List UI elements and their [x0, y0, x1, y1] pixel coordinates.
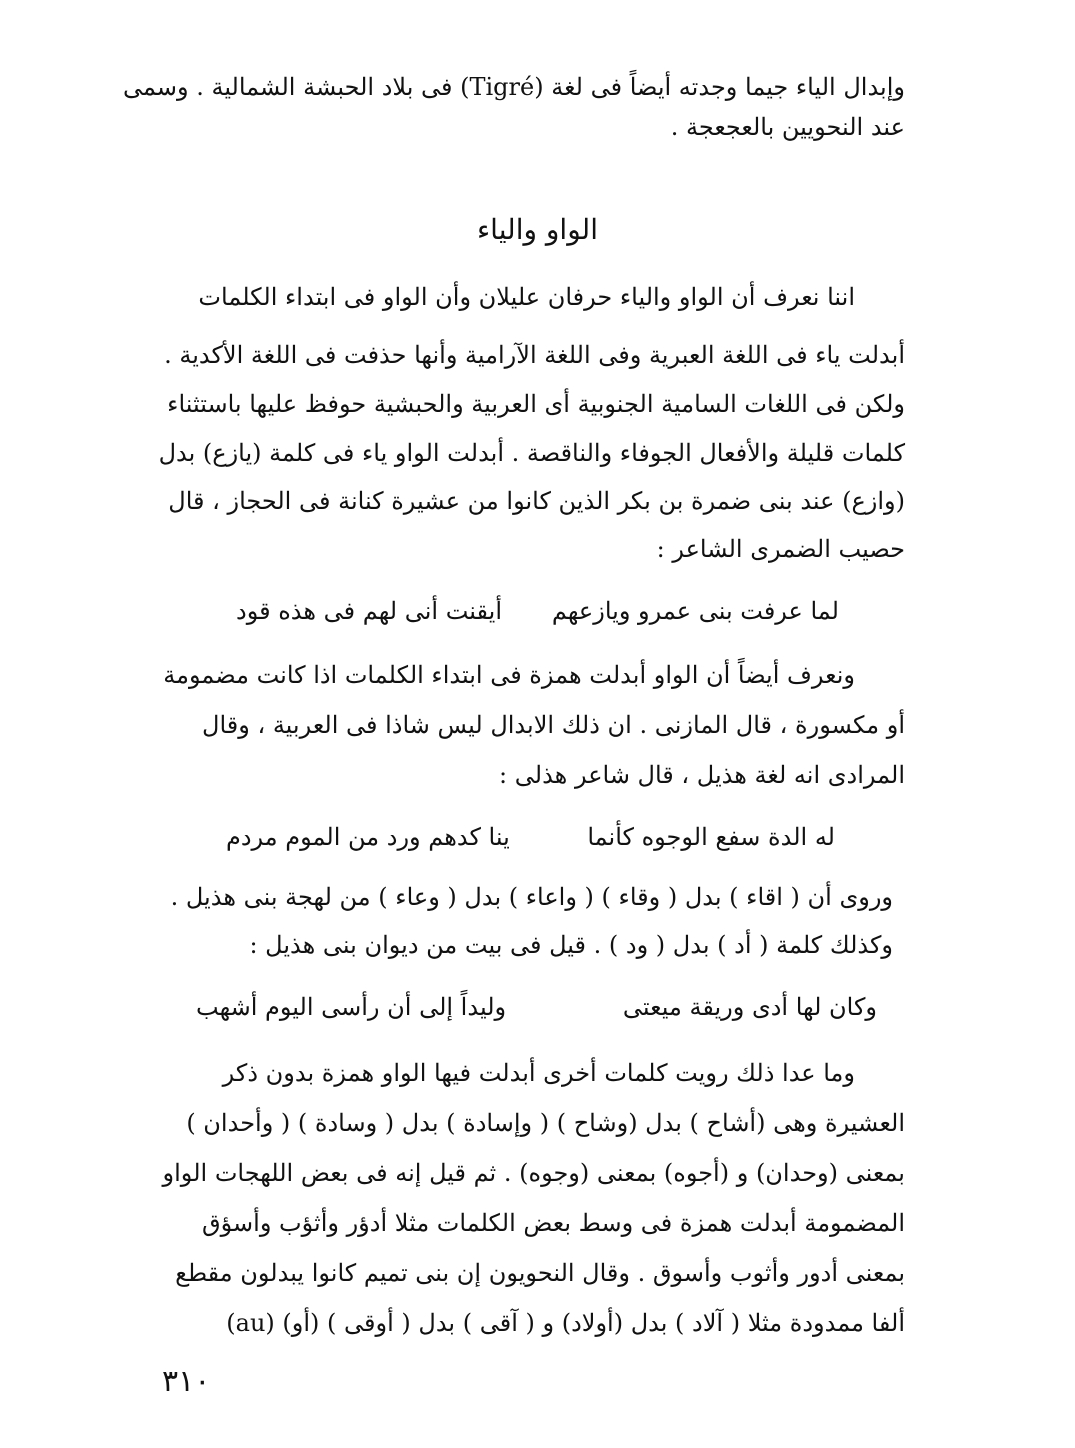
para2-line-2: أو مكسورة ، قال المازنى . ان ذلك الابدال ليس شاذا فى العربية ، وقال [202, 711, 905, 739]
para1-line-6: حصيب الضمرى الشاعر : [656, 535, 905, 563]
para1-line-4: كلمات قليلة والأفعال الجوفاء والناقصة . أبدلت الواو ياء فى كلمة (يازع) بدل [158, 439, 905, 467]
verse1-first-hemistich: لما عرفت بنى عمرو ويازعهم [551, 597, 839, 625]
para1-line-5: (وازع) عند بنى ضمرة بن بكر الذين كانوا من عشيرة كنانة فى الحجاز ، قال [168, 487, 905, 515]
para4-line-4: المضمومة أبدلت همزة فى وسط بعض الكلمات مثلا أدؤر وأثؤب وأسؤق [202, 1209, 905, 1237]
section-title: الواو والياء [477, 213, 598, 246]
para1-line-1: اننا نعرف أن الواو والياء حرفان عليلان وأن الواو فى ابتداء الكلمات [198, 283, 855, 311]
verse2-second-hemistich: ينا كدهم ورد من الموم مردم [226, 823, 510, 851]
para4-line-2: العشيرة وهى (أشاح ) بدل (وشاح ) ( وإسادة ) بدل ( وسادة ) ( وأحدان ) [186, 1109, 905, 1137]
verse1-second-hemistich: أيقنت أنى لهم فى هذه قود [236, 597, 503, 625]
verse2-first-hemistich: له الدة سفع الوجوه كأنما [587, 823, 835, 851]
verse3-second-hemistich: وليداً إلى أن رأسى اليوم أشهب [196, 993, 507, 1021]
para4-line-5: بمعنى أدور وأثوب وأسوق . وقال النحويون إن بنى تميم كانوا يبدلون مقطع [175, 1259, 905, 1287]
para4-line-3: بمعنى (وحدان) و (أجوه) بمعنى (وجوه) . ثم قيل إنه فى بعض اللهجات الواو [162, 1159, 905, 1187]
para4-line-6: (au) (أو) ألفا ممدودة مثلا ( آلاد ) بدل (أولاد) و ( آقى ) بدل ( أوقى ) [226, 1309, 905, 1337]
intro-line-1: وإبدال الياء جيما وجدته أيضاً فى لغة (Tigré) فى بلاد الحبشة الشمالية . وسمى [122, 73, 905, 101]
para4-line-1: وما عدا ذلك رويت كلمات أخرى أبدلت فيها الواو همزة بدون ذكر [222, 1059, 855, 1087]
para1-line-2: أبدلت ياء فى اللغة العبرية وفى اللغة الآرامية وأنها حذفت فى اللغة الأكدية . [164, 341, 905, 369]
page-number: ٣١٠ [162, 1364, 211, 1399]
para2-line-3: المرادى انه لغة هذيل ، قال شاعر هذلى : [499, 761, 905, 789]
verse3-first-hemistich: وكان لها أدى وريقة ميعتى [622, 993, 877, 1021]
para3-line-2: وكذلك كلمة ( أد ) بدل ( ود ) . قيل فى بيت من ديوان بنى هذيل : [249, 931, 893, 959]
para2-line-1: ونعرف أيضاً أن الواو أبدلت همزة فى ابتداء الكلمات اذا كانت مضمومة [163, 661, 855, 689]
para3-line-1: وروى أن ( اقاء ) بدل ( وقاء ) ( واعاء ) بدل ( وعاء ) من لهجة بنى هذيل . [170, 883, 893, 911]
para1-line-3: ولكن فى اللغات السامية الجنوبية أى العربية والحبشية حوفظ عليها باستثناء [167, 390, 905, 418]
intro-line-2: عند النحويين بالعجعجة . [670, 113, 905, 141]
